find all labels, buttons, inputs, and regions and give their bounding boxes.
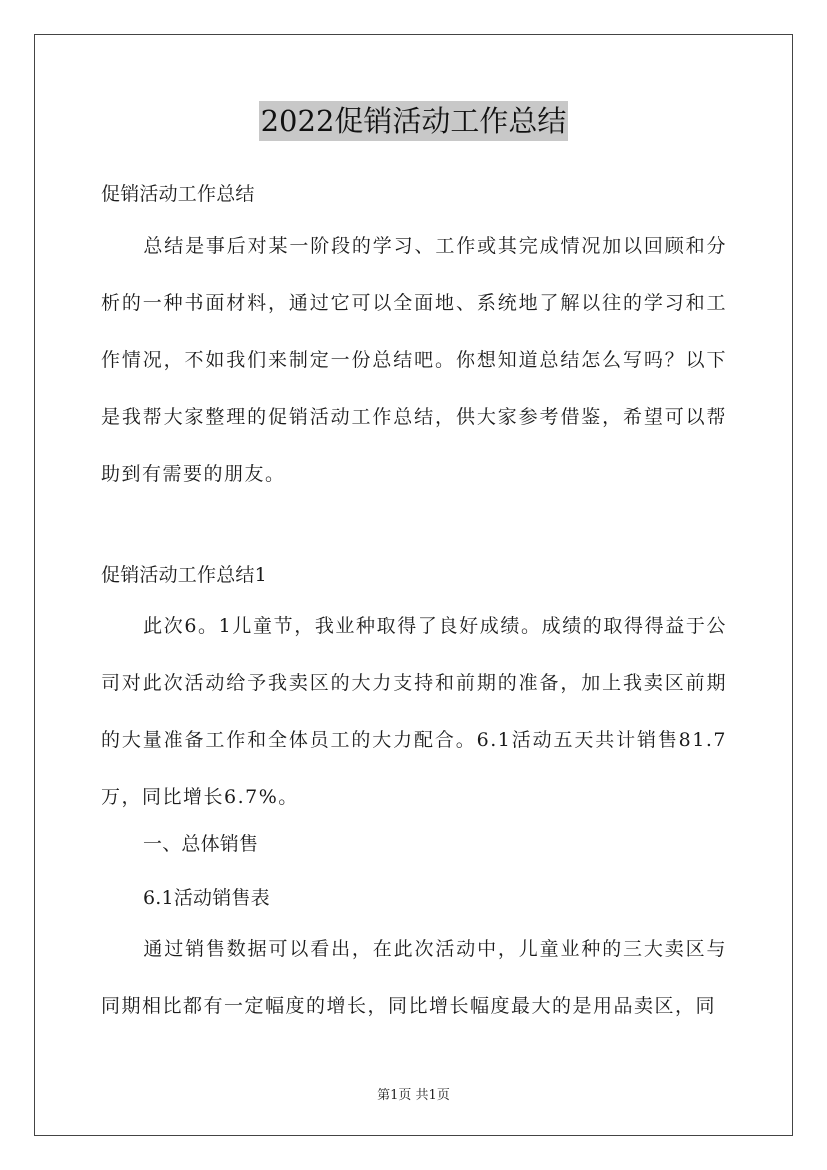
- section-1-paragraph: [101, 598, 727, 826]
- subheading-sales-table: 6.1活动销售表: [143, 887, 270, 909]
- document-title: 2022促销活动工作总结: [259, 101, 569, 141]
- intro-heading: 促销活动工作总结: [101, 183, 255, 205]
- section-1-paragraph-text: 此次6。1儿童节，我业种取得了良好成绩。成绩的取得得益于公司对此次活动给予我卖区的大力支持和前期的准备，加上我卖区前期的大量准备工作和全体员工的大力配合。6.1活动五天共计销售81.7万，同比增长6.7%。: [101, 615, 727, 808]
- sales-analysis-paragraph: [101, 921, 727, 1035]
- intro-paragraph-text: 总结是事后对某一阶段的学习、工作或其完成情况加以回顾和分析的一种书面材料，通过它可以全面地、系统地了解以往的学习和工作情况，不如我们来制定一份总结吧。你想知道总结怎么写吗？以下是我帮大家整理的促销活动工作总结，供大家参考借鉴，希望可以帮助到有需要的朋友。: [101, 235, 727, 485]
- sales-analysis-paragraph-text: 通过销售数据可以看出，在此次活动中，儿童业种的三大卖区与同期相比都有一定幅度的增长，同比增长幅度最大的是用品卖区，同: [101, 938, 727, 1017]
- title-container: [0, 101, 827, 141]
- subheading-total-sales: 一、总体销售: [143, 833, 259, 855]
- page-footer: 第1页 共1页: [377, 1088, 450, 1103]
- intro-paragraph: [101, 218, 727, 503]
- section-1-heading: 促销活动工作总结1: [101, 564, 267, 586]
